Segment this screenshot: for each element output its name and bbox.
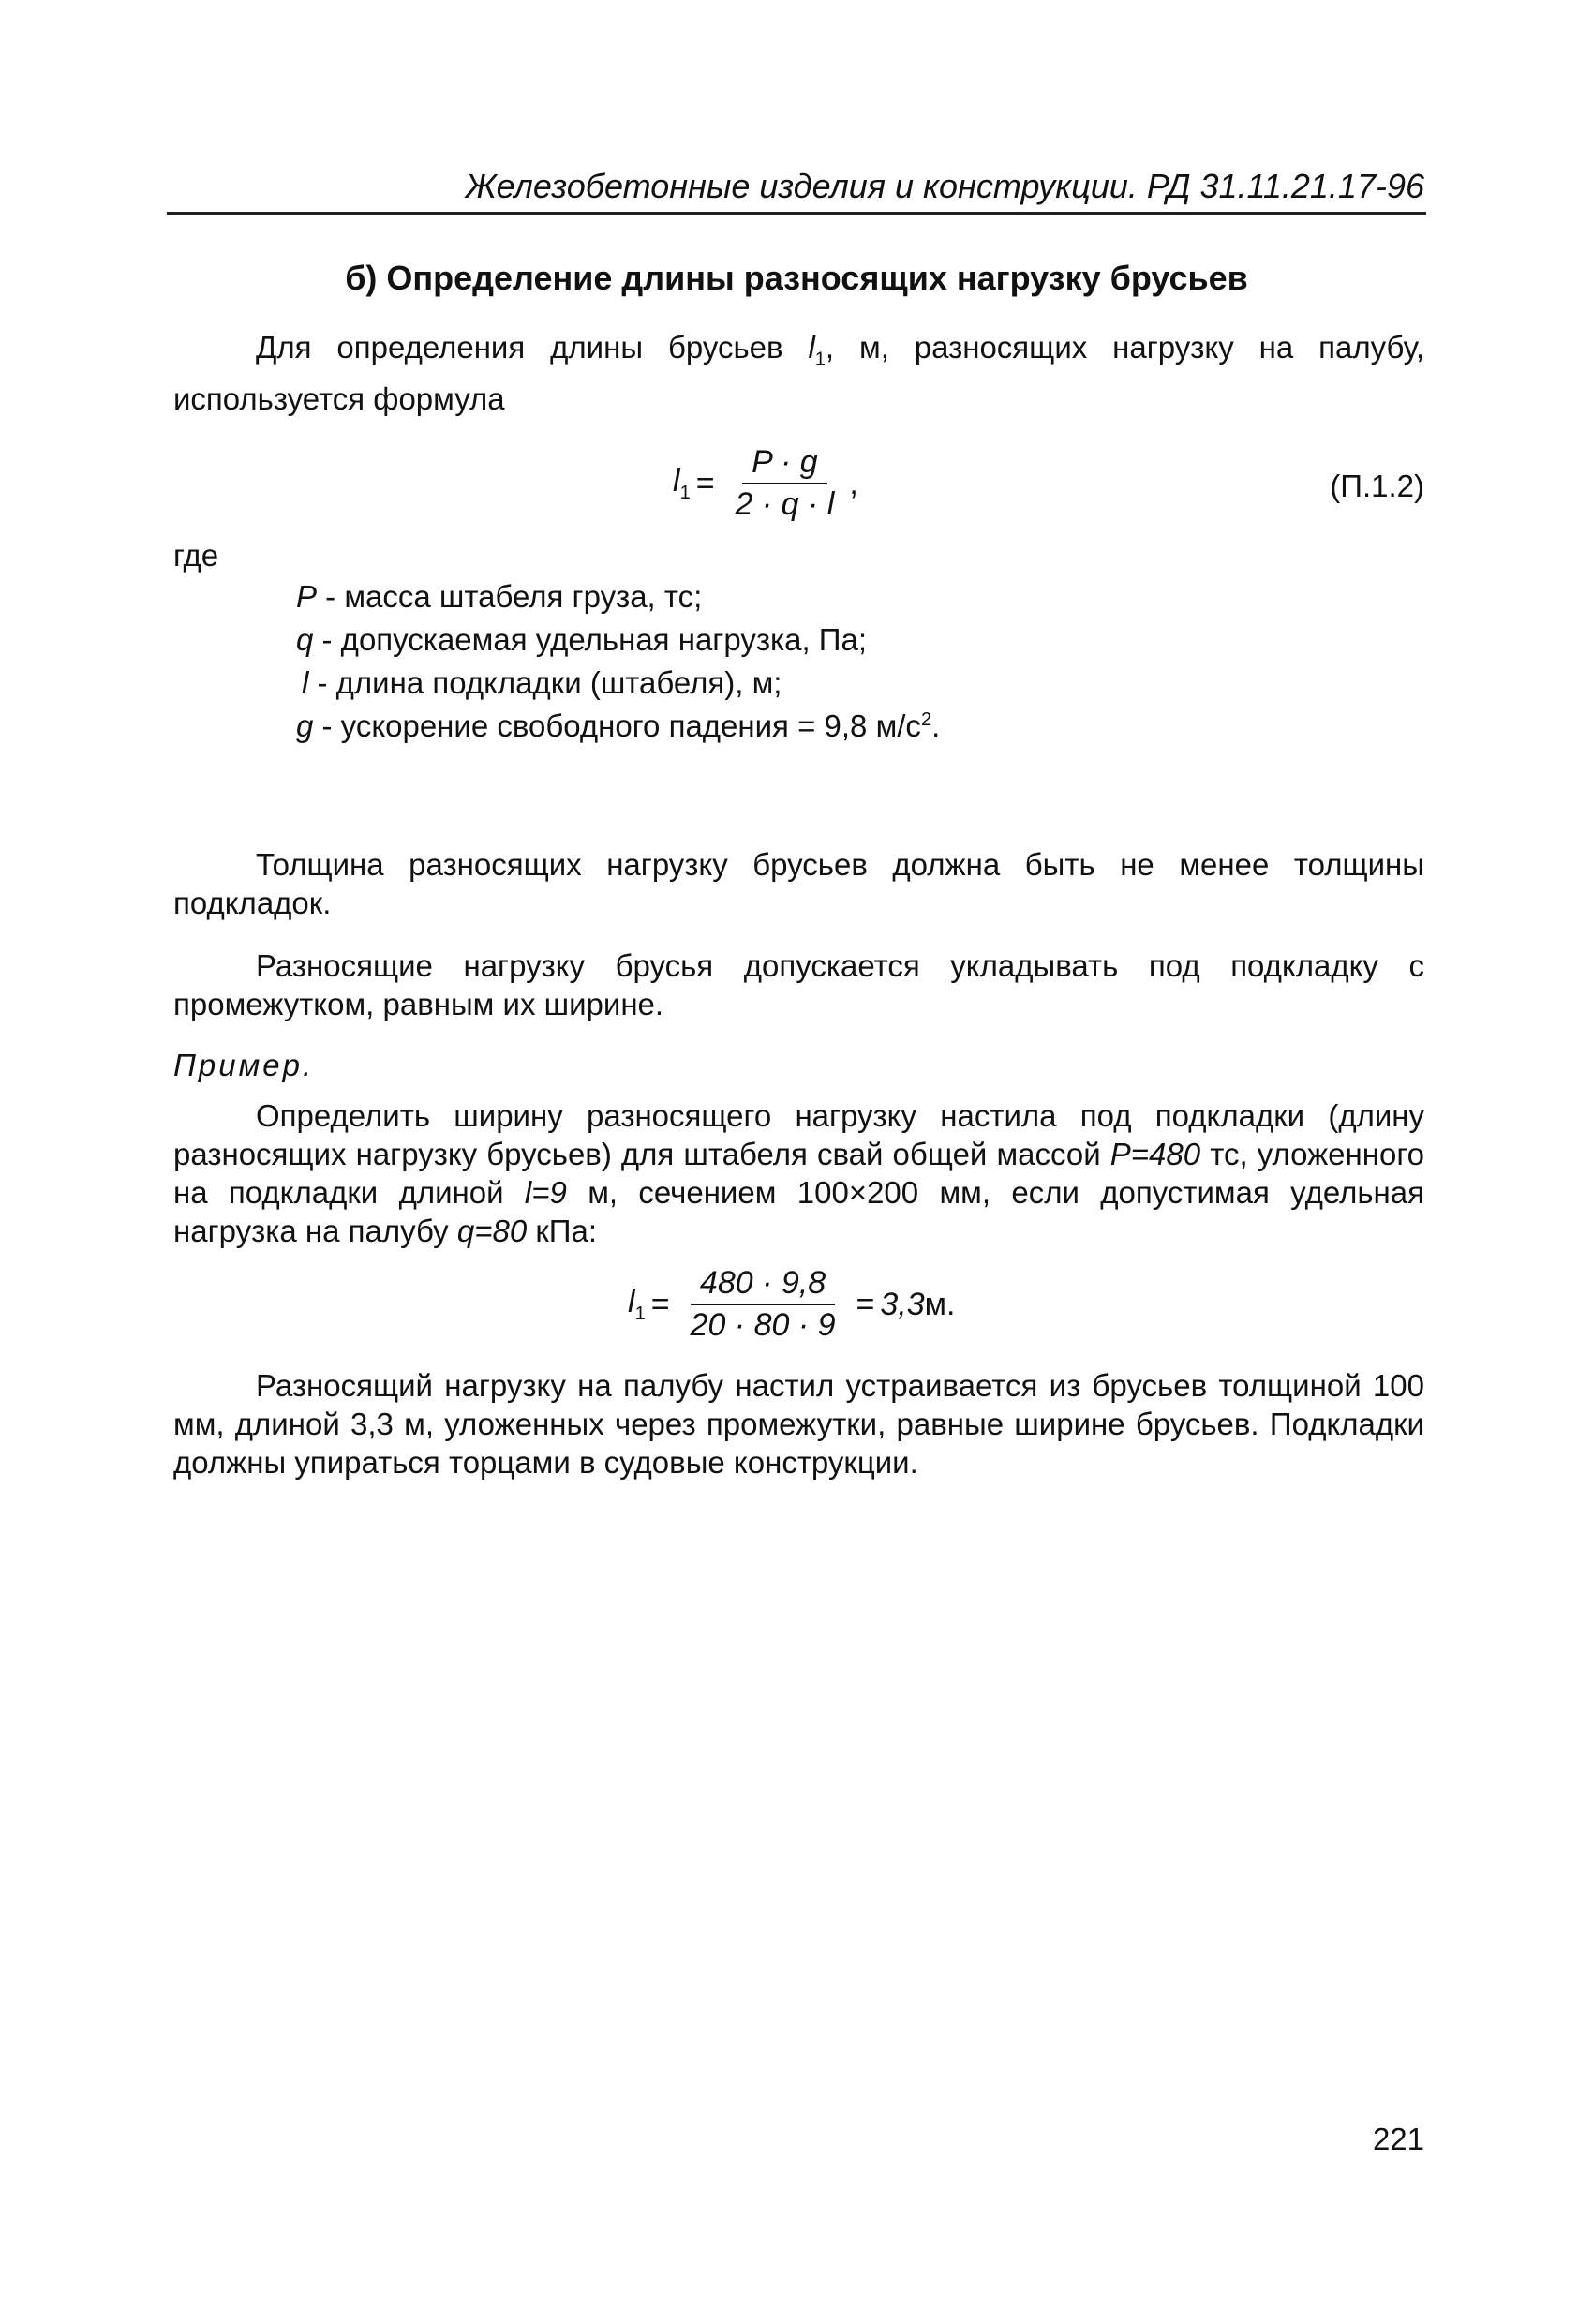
formula2-equals: = [650,1286,670,1322]
formula-length [673,444,858,523]
formula1-tail: , [849,465,858,501]
where-label: где [173,538,219,573]
legend-item [296,708,940,744]
formula1-lhs: l [673,463,680,499]
intro-text-after: , м, разносящих нагрузку на палубу, используется формула [173,330,1424,416]
formula2-numerator: 480 · 9,8 [691,1265,835,1305]
thickness-paragraph: Толщина разносящих нагрузку брусьев должна быть не менее толщины подкладок. [173,847,1424,920]
formula-example [628,1265,955,1344]
legend-text: - масса штабеля груза, тс; [317,579,703,614]
intro-symbol: l [808,330,815,365]
legend-text: - длина подкладки (штабеля), м; [308,665,782,700]
section-title: б) Определение длины разносящих нагрузку брусьев [345,259,1248,297]
formula2-denominator: 20 · 80 · 9 [690,1307,836,1343]
legend-item [302,665,782,701]
placement-paragraph: Разносящие нагрузку брусья допускается укладывать под подкладку с промежутком, равным их ширине. [173,948,1424,1021]
example-value: P=480 [1109,1137,1201,1171]
page-number: 221 [1372,2122,1424,2156]
legend-symbol: P [296,579,318,614]
conclusion-paragraph: Разносящий нагрузку на палубу настил устраивается из брусьев толщиной 100 мм, длиной 3,3 м, уложенных через промежутки, равные ширине брусьев. Подкладки должны упираться торцами в судовые конструкции. [173,1368,1424,1480]
example-text: тс, уложенного на подкладки длиной [173,1137,1425,1210]
formula2-lhs: l [628,1284,635,1320]
legend-item [296,579,702,615]
formula1-denominator: 2 · q · l [735,486,835,522]
legend-text: - ускорение свободного падения = 9,8 м/с [313,708,921,743]
intro-text-before: Для определения длины брусьев [256,330,809,365]
formula2-fraction [681,1265,845,1344]
example-value: q=80 [456,1214,528,1248]
example-text: Определить ширину разносящего нагрузку настила под подкладки (длину разносящих нагрузку брусьев) для штабеля свай общей массой [173,1098,1424,1171]
formula2-equals-2: = [856,1286,875,1322]
legend-symbol: q [296,622,314,657]
formula2-result: 3,3 [880,1286,925,1322]
legend-symbol: g [296,708,314,743]
intro-paragraph [173,328,1424,418]
legend-superscript: 2 [920,709,932,730]
legend-text: - допускаемая удельная нагрузка, Па; [313,622,868,657]
header-divider [167,212,1426,215]
formula1-equals: = [695,465,715,501]
formula1-lhs-sub: 1 [679,482,691,503]
formula2-unit: м. [924,1286,956,1322]
example-value: l=9 [524,1175,567,1210]
example-text: м, сечением 100×200 мм, если допустимая удельная нагрузка на палубу [173,1175,1424,1248]
running-header: Железобетонные изделия и конструкции. РД 31.11.21.17-96 [465,167,1424,205]
formula1-numerator: P · g [742,444,827,484]
example-heading: Пример. [173,1048,315,1082]
equation-number: (П.1.2) [1330,469,1424,503]
intro-symbol-sub: 1 [814,349,826,370]
example-text: кПа: [527,1214,598,1248]
example-paragraph [173,1096,1424,1250]
formula1-fraction [726,444,844,523]
formula2-lhs-sub: 1 [634,1303,646,1324]
legend-end: . [931,708,941,743]
legend-item [296,622,867,658]
legend-symbol: l [302,665,309,700]
